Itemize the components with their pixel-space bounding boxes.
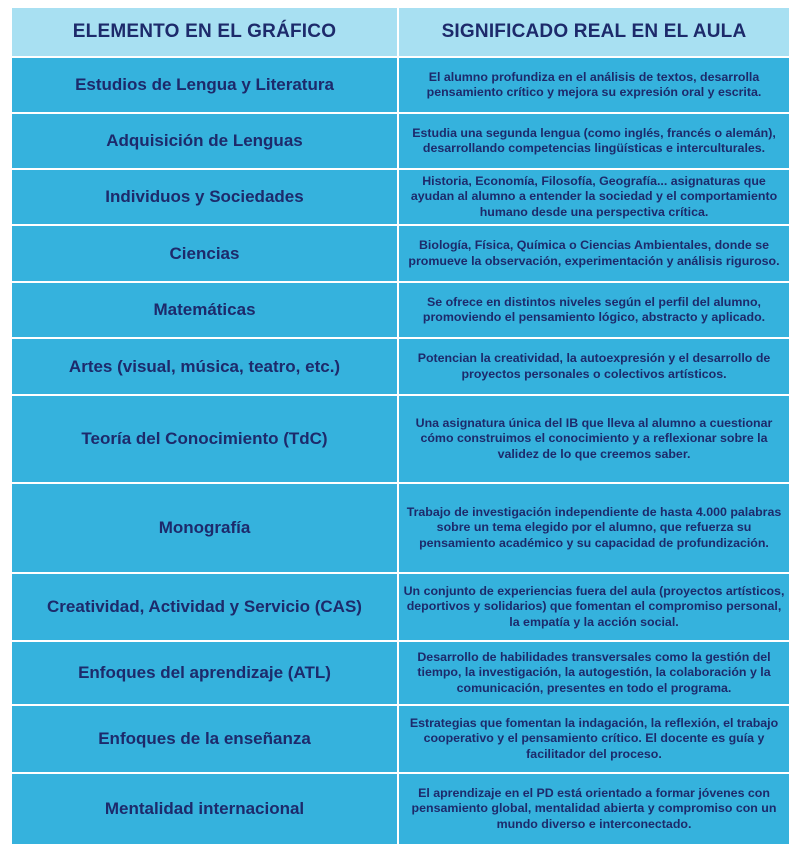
meaning-cell: Biología, Física, Química o Ciencias Ambientales, donde se promueve la observación, experimentación y análisis riguroso. [399, 226, 791, 283]
table-row [10, 642, 791, 706]
header-element-column: ELEMENTO EN EL GRÁFICO [10, 6, 399, 58]
table-row [10, 774, 791, 846]
meaning-cell: Estudia una segunda lengua (como inglés, francés o alemán), desarrollando competencias lingüísticas e interculturales. [399, 114, 791, 170]
element-cell: Teoría del Conocimiento (TdC) [10, 396, 399, 484]
element-cell: Ciencias [10, 226, 399, 283]
meaning-cell: Desarrollo de habilidades transversales como la gestión del tiempo, la investigación, la autogestión, la colaboración y la comunicación, presentes en todo el programa. [399, 642, 791, 706]
table-row [10, 58, 791, 114]
meaning-cell: Un conjunto de experiencias fuera del aula (proyectos artísticos, deportivos y solidarios) que fomentan el compromiso personal, la empatía y la acción social. [399, 574, 791, 642]
element-cell: Matemáticas [10, 283, 399, 339]
element-cell: Adquisición de Lenguas [10, 114, 399, 170]
table-header [10, 6, 791, 58]
element-cell: Creatividad, Actividad y Servicio (CAS) [10, 574, 399, 642]
element-cell: Mentalidad internacional [10, 774, 399, 846]
meaning-cell: Historia, Economía, Filosofía, Geografía... asignaturas que ayudan al alumno a entender la sociedad y el comportamiento humano desde una perspectiva crítica. [399, 170, 791, 226]
element-cell: Enfoques del aprendizaje (ATL) [10, 642, 399, 706]
element-cell: Artes (visual, música, teatro, etc.) [10, 339, 399, 396]
table-row [10, 574, 791, 642]
meaning-cell: Estrategias que fomentan la indagación, la reflexión, el trabajo cooperativo y el pensamiento crítico. El docente es guía y facilitador del proceso. [399, 706, 791, 774]
table-row [10, 484, 791, 574]
meaning-cell: Potencian la creatividad, la autoexpresión y el desarrollo de proyectos personales o colectivos artísticos. [399, 339, 791, 396]
table-row [10, 114, 791, 170]
table-row [10, 339, 791, 396]
table-row [10, 170, 791, 226]
element-cell: Individuos y Sociedades [10, 170, 399, 226]
element-cell: Estudios de Lengua y Literatura [10, 58, 399, 114]
table-row [10, 283, 791, 339]
header-meaning-column: SIGNIFICADO REAL EN EL AULA [399, 6, 791, 58]
meaning-cell: El alumno profundiza en el análisis de textos, desarrolla pensamiento crítico y mejora su expresión oral y escrita. [399, 58, 791, 114]
meaning-cell: Trabajo de investigación independiente de hasta 4.000 palabras sobre un tema elegido por el alumno, que refuerza su pensamiento académico y su capacidad de profundización. [399, 484, 791, 574]
meaning-cell: El aprendizaje en el PD está orientado a formar jóvenes con pensamiento global, mentalidad abierta y compromiso con un mundo diverso e interconectado. [399, 774, 791, 846]
meaning-cell: Se ofrece en distintos niveles según el perfil del alumno, promoviendo el pensamiento lógico, abstracto y aplicado. [399, 283, 791, 339]
element-cell: Enfoques de la enseñanza [10, 706, 399, 774]
table-row [10, 706, 791, 774]
meaning-cell: Una asignatura única del IB que lleva al alumno a cuestionar cómo construimos el conocimiento y a reflexionar sobre la validez de lo que creemos saber. [399, 396, 791, 484]
element-cell: Monografía [10, 484, 399, 574]
table-row [10, 396, 791, 484]
table-row [10, 226, 791, 283]
